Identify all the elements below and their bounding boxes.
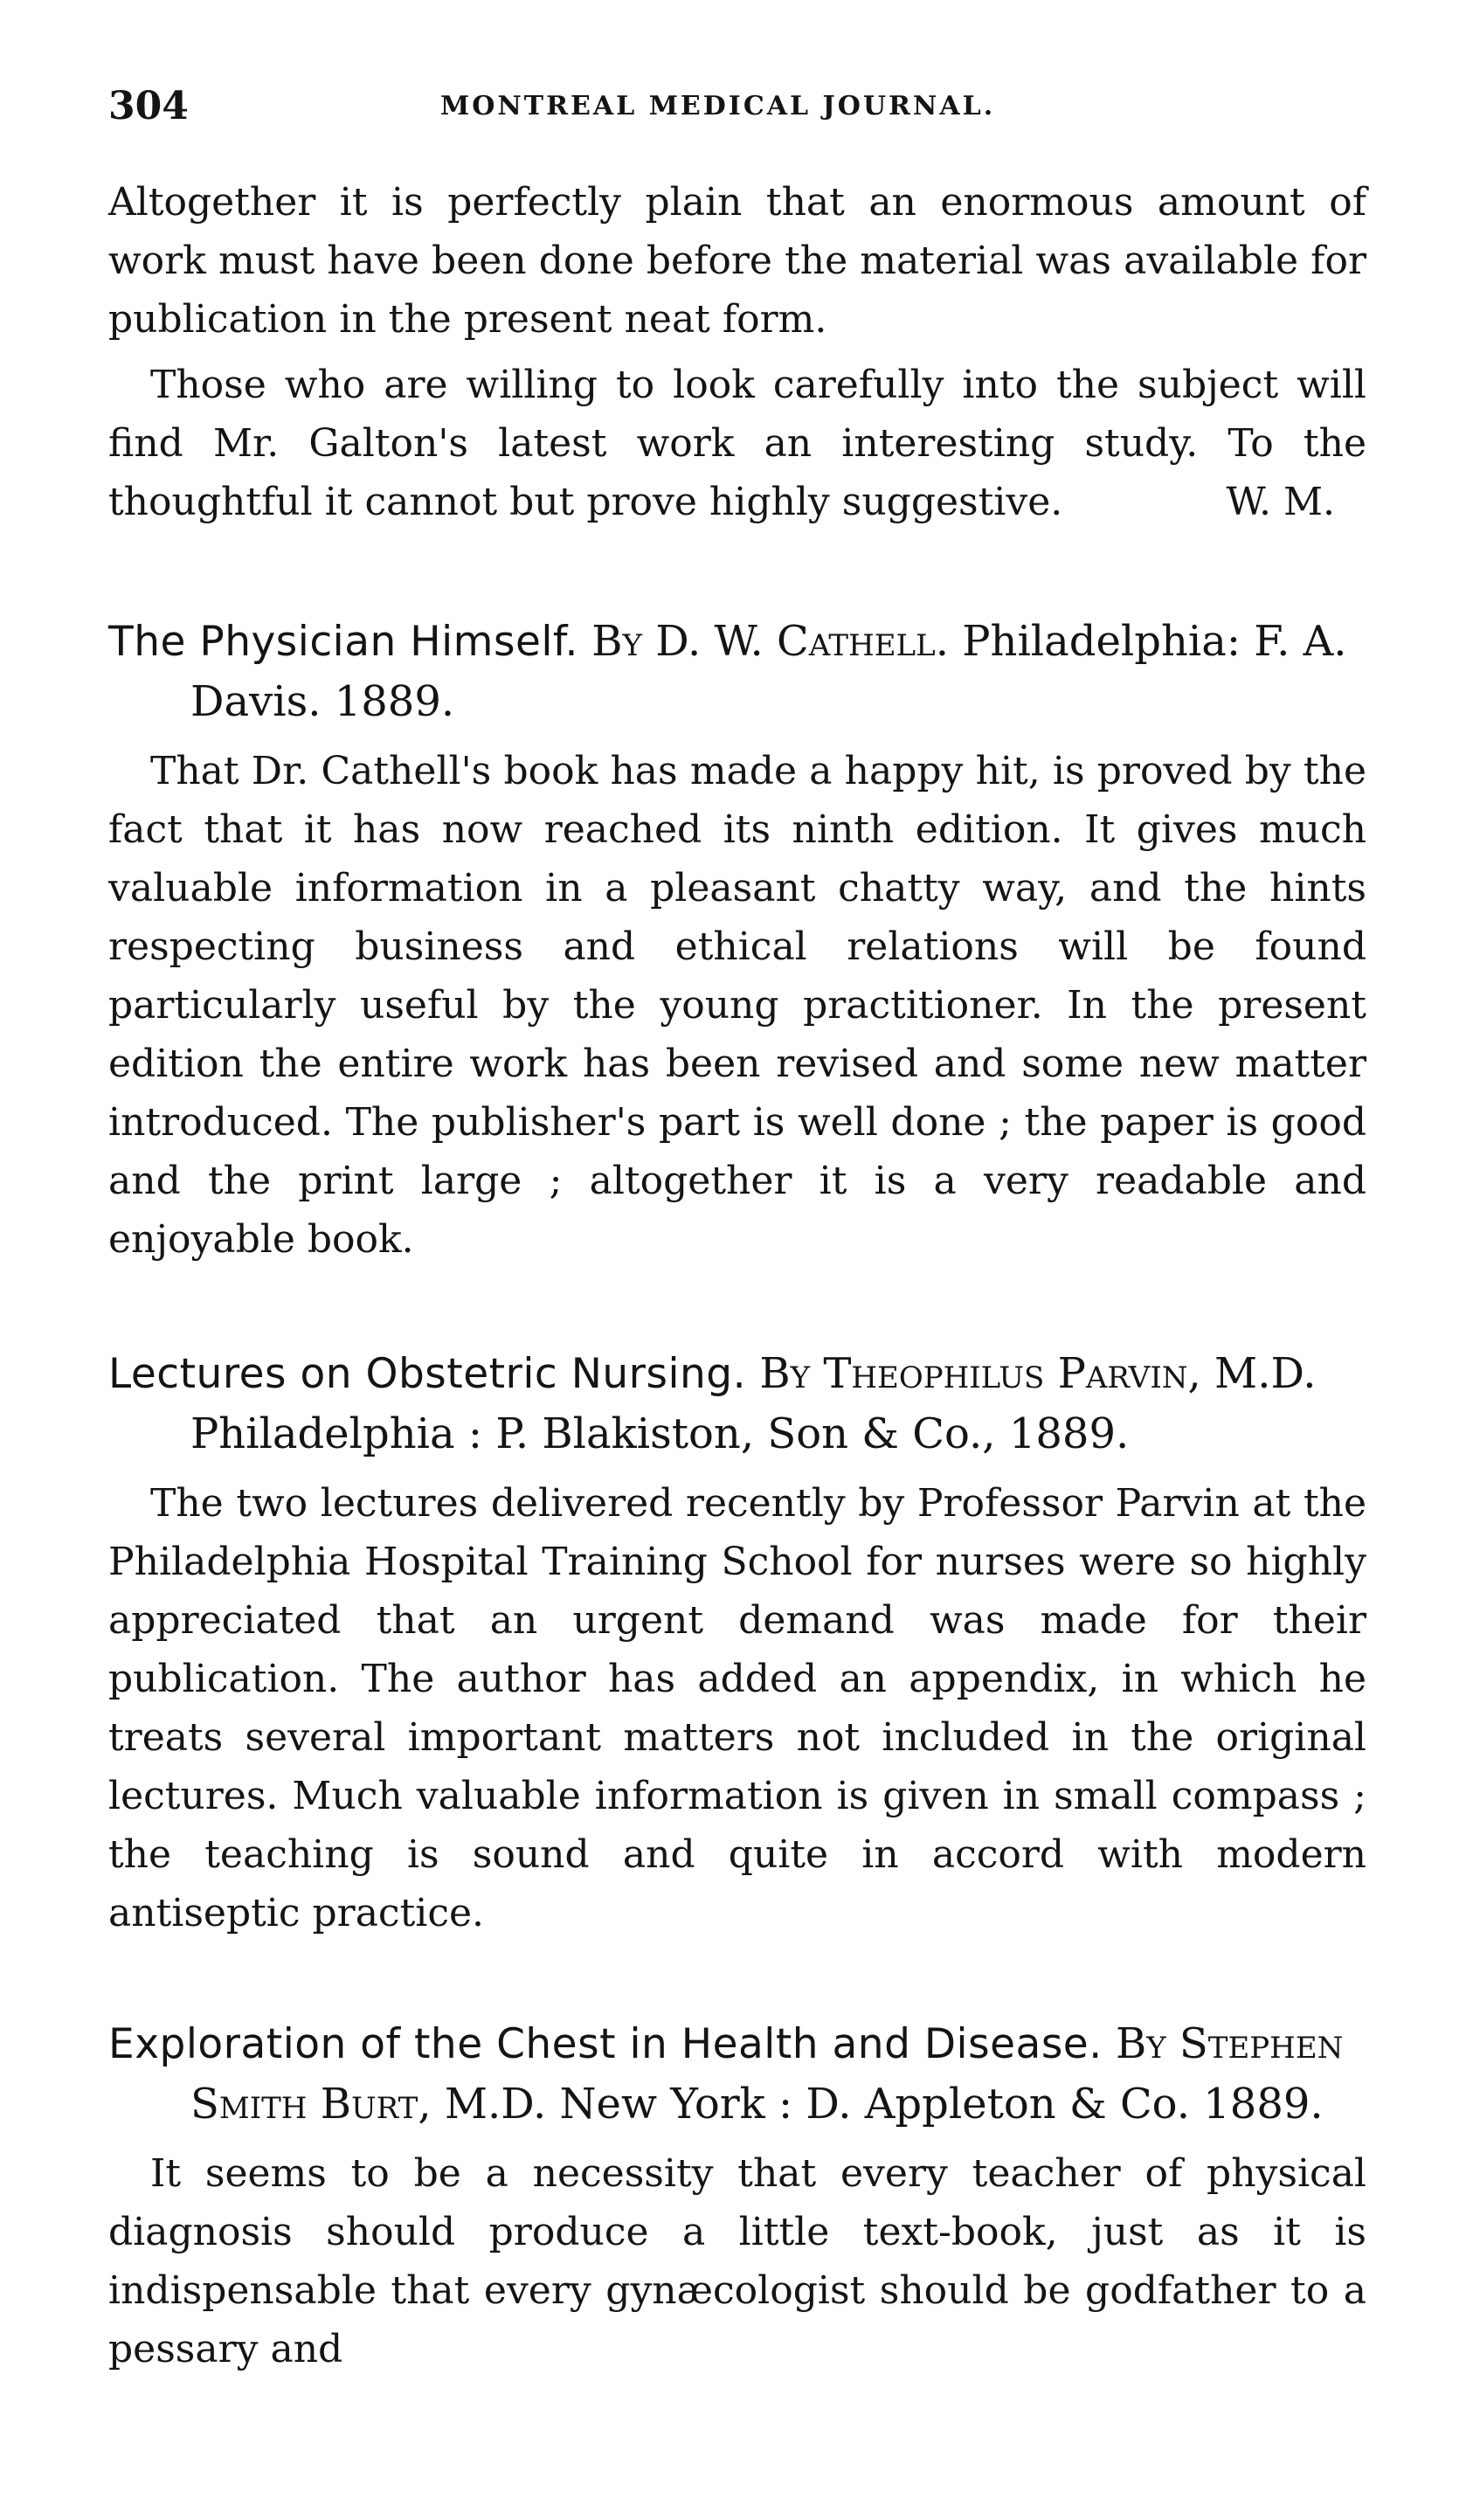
review-exploration-of-chest (108, 2014, 1366, 2378)
reviewer-signature: W. M. (1226, 480, 1335, 524)
review-body: The two lectures delivered recently by Professor Parvin at the Philadelphia Hospital Training School for nurses were so highly appreciated that an urgent demand was made for their publication. The author has added an appendix, in which he treats several important matters not included in the original lectures. Much valuable information is given in small compass ; the teaching is sound and quite in accord with modern antiseptic practice. (108, 1481, 1366, 1935)
review-physician-himself (108, 612, 1366, 1269)
intro-section (108, 173, 1366, 531)
intro-paragraph: Altogether it is perfectly plain that an enormous amount of work must have been done before the material was available for publication in the present neat form. (108, 180, 1366, 342)
review-body: That Dr. Cathell's book has made a happy hit, is proved by the fact that it has now reached its ninth edition. It gives much valuable information in a pleasant chatty way, and the hints respecting business and ethical relations will be found particularly useful by the young practitioner. In the present edition the entire work has been revised and some new matter introduced. The publisher's part is well done ; the paper is good and the print large ; altogether it is a very readable and enjoyable book. (108, 749, 1366, 1262)
author-prefix: By (591, 617, 642, 666)
author-prefix: By (1115, 2019, 1166, 2068)
author-name: Stephen Smith Burt, M.D. (190, 2019, 1344, 2129)
publisher-info: Philadelphia: F. A. Davis. 1889. (190, 617, 1347, 726)
book-title: The Physician Himself. (108, 618, 578, 666)
running-head (108, 84, 1366, 136)
review-heading (108, 1344, 1366, 1464)
review-heading (108, 612, 1366, 731)
intro-paragraph-2-text: Those who are willing to look carefully into the subject will find Mr. Galton's latest work an interesting study. To the thoughtful it cannot but prove highly suggestive. (108, 363, 1366, 524)
book-title: Exploration of the Chest in Health and Disease. (108, 2020, 1103, 2068)
journal-page (108, 84, 1366, 2378)
publisher-info: Philadelphia : P. Blakiston, Son & Co., 1889. (190, 1409, 1130, 1458)
author-name: Theophilus Parvin, M.D. (823, 1349, 1317, 1398)
journal-title: MONTREAL MEDICAL JOURNAL. (440, 91, 996, 121)
author-name: D. W. Cathell. (655, 617, 949, 666)
intro-paragraph-2 (108, 356, 1366, 531)
review-obstetric-nursing (108, 1344, 1366, 1942)
book-title: Lectures on Obstetric Nursing. (108, 1350, 747, 1398)
review-body: It seems to be a necessity that every teacher of physical diagnosis should produce a little text-book, just as it is indispensable that every gynæcologist should be godfather to a pessary and (108, 2151, 1366, 2371)
page-number: 304 (108, 84, 189, 128)
publisher-info: New York : D. Appleton & Co. 1889. (559, 2080, 1324, 2129)
review-heading (108, 2014, 1366, 2134)
author-prefix: By (759, 1349, 811, 1398)
